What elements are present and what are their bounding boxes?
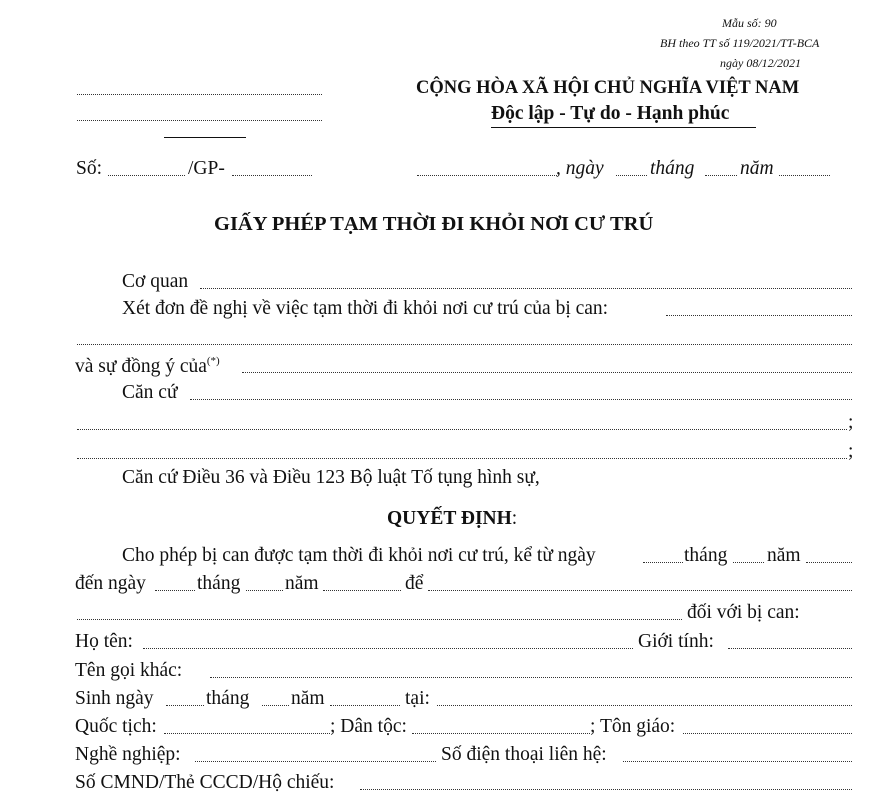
from-year-field[interactable] <box>806 562 852 563</box>
birth-nam-label: năm <box>291 688 325 709</box>
ten-goi-khac-field[interactable] <box>210 677 852 678</box>
gioi-tinh-label: Giới tính: <box>638 631 714 652</box>
so-label: Số: <box>76 158 103 179</box>
birth-month-field[interactable] <box>262 705 289 706</box>
form-number: Mẫu số: 90 <box>722 16 777 30</box>
quoc-tich-label: Quốc tịch: <box>75 716 157 737</box>
from-month-field[interactable] <box>733 562 764 563</box>
co-quan-label: Cơ quan <box>122 271 189 292</box>
ten-goi-khac-label: Tên gọi khác: <box>75 660 183 681</box>
year-field[interactable] <box>779 175 830 176</box>
document-title: GIẤY PHÉP TẠM THỜI ĐI KHỎI NƠI CƯ TRÚ <box>214 213 654 235</box>
to-thang-label: tháng <box>197 573 241 594</box>
decision-heading: QUYẾT ĐỊNH: <box>387 508 518 529</box>
so-cmnd-label: Số CMND/Thẻ CCCD/Hộ chiếu: <box>75 772 335 793</box>
from-day-field[interactable] <box>643 562 683 563</box>
from-thang-label: tháng <box>684 545 728 566</box>
semicolon-2: ; <box>848 441 854 462</box>
xet-don-text: Xét đơn đề nghị về việc tạm thời đi khỏi nơi cư trú của bị can: <box>122 298 609 319</box>
doc-number-field[interactable] <box>108 175 185 176</box>
header-rule-left <box>164 137 246 138</box>
sinh-ngay-label: Sinh ngày <box>75 688 154 709</box>
birth-day-field[interactable] <box>166 705 204 706</box>
doc-code-field[interactable] <box>232 175 312 176</box>
quoc-tich-field[interactable] <box>164 733 330 734</box>
nghe-nghiep-label: Nghề nghiệp: <box>75 744 181 765</box>
nam-label: năm <box>740 158 774 179</box>
nation-title: CỘNG HÒA XÃ HỘI CHỦ NGHĨA VIỆT NAM <box>416 78 800 98</box>
form-date: ngày 08/12/2021 <box>720 56 801 70</box>
ton-giao-label: ; Tôn giáo: <box>590 716 676 737</box>
gp-label: /GP- <box>188 158 225 179</box>
doi-voi-text: đối với bị can: <box>687 602 800 623</box>
xet-don-field-2[interactable] <box>77 344 852 345</box>
can-cu-field-3[interactable] <box>77 458 847 459</box>
birth-thang-label: tháng <box>206 688 250 709</box>
can-cu-field-1[interactable] <box>190 399 852 400</box>
motto: Độc lập - Tự do - Hạnh phúc <box>491 103 730 124</box>
xet-don-field[interactable] <box>666 315 852 316</box>
can-cu-law-text: Căn cứ Điều 36 và Điều 123 Bộ luật Tố tụng hình sự, <box>122 467 540 488</box>
co-quan-field[interactable] <box>200 288 852 289</box>
from-nam-label: năm <box>767 545 801 566</box>
place-field[interactable] <box>417 175 557 176</box>
to-nam-label: năm <box>285 573 319 594</box>
purpose-field-2[interactable] <box>77 619 682 620</box>
ho-ten-label: Họ tên: <box>75 631 133 652</box>
ton-giao-field[interactable] <box>683 733 852 734</box>
den-ngay-label: đến ngày <box>75 573 146 594</box>
can-cu-field-2[interactable] <box>77 429 847 430</box>
gioi-tinh-field[interactable] <box>728 648 852 649</box>
to-month-field[interactable] <box>246 590 283 591</box>
thang-label: tháng <box>650 158 695 179</box>
dong-y-label: và sự đồng ý của(*) <box>75 355 220 377</box>
to-year-field[interactable] <box>323 590 401 591</box>
semicolon-1: ; <box>848 412 854 433</box>
birth-place-field[interactable] <box>437 705 852 706</box>
dan-toc-field[interactable] <box>412 733 590 734</box>
form-regulation: BH theo TT số 119/2021/TT-BCA <box>660 36 820 50</box>
ho-ten-field[interactable] <box>143 648 633 649</box>
motto-underline <box>491 127 756 128</box>
so-dien-thoai-field[interactable] <box>623 761 852 762</box>
day-field[interactable] <box>616 175 647 176</box>
to-day-field[interactable] <box>155 590 195 591</box>
dan-toc-label: ; Dân tộc: <box>330 716 407 737</box>
can-cu-label: Căn cứ <box>122 382 178 403</box>
agency-superior-field[interactable] <box>77 94 322 95</box>
agency-name-field[interactable] <box>77 120 322 121</box>
so-cmnd-field[interactable] <box>360 789 852 790</box>
so-dien-thoai-label: Số điện thoại liên hệ: <box>441 744 607 765</box>
purpose-field[interactable] <box>428 590 852 591</box>
dong-y-field[interactable] <box>242 372 852 373</box>
birth-year-field[interactable] <box>330 705 400 706</box>
tai-label: tại: <box>405 688 430 709</box>
nghe-nghiep-field[interactable] <box>195 761 436 762</box>
cho-phep-text: Cho phép bị can được tạm thời đi khỏi nơi cư trú, kể từ ngày <box>122 545 596 566</box>
ngay-label: , ngày <box>556 158 604 179</box>
month-field[interactable] <box>705 175 737 176</box>
de-label: để <box>405 573 424 594</box>
